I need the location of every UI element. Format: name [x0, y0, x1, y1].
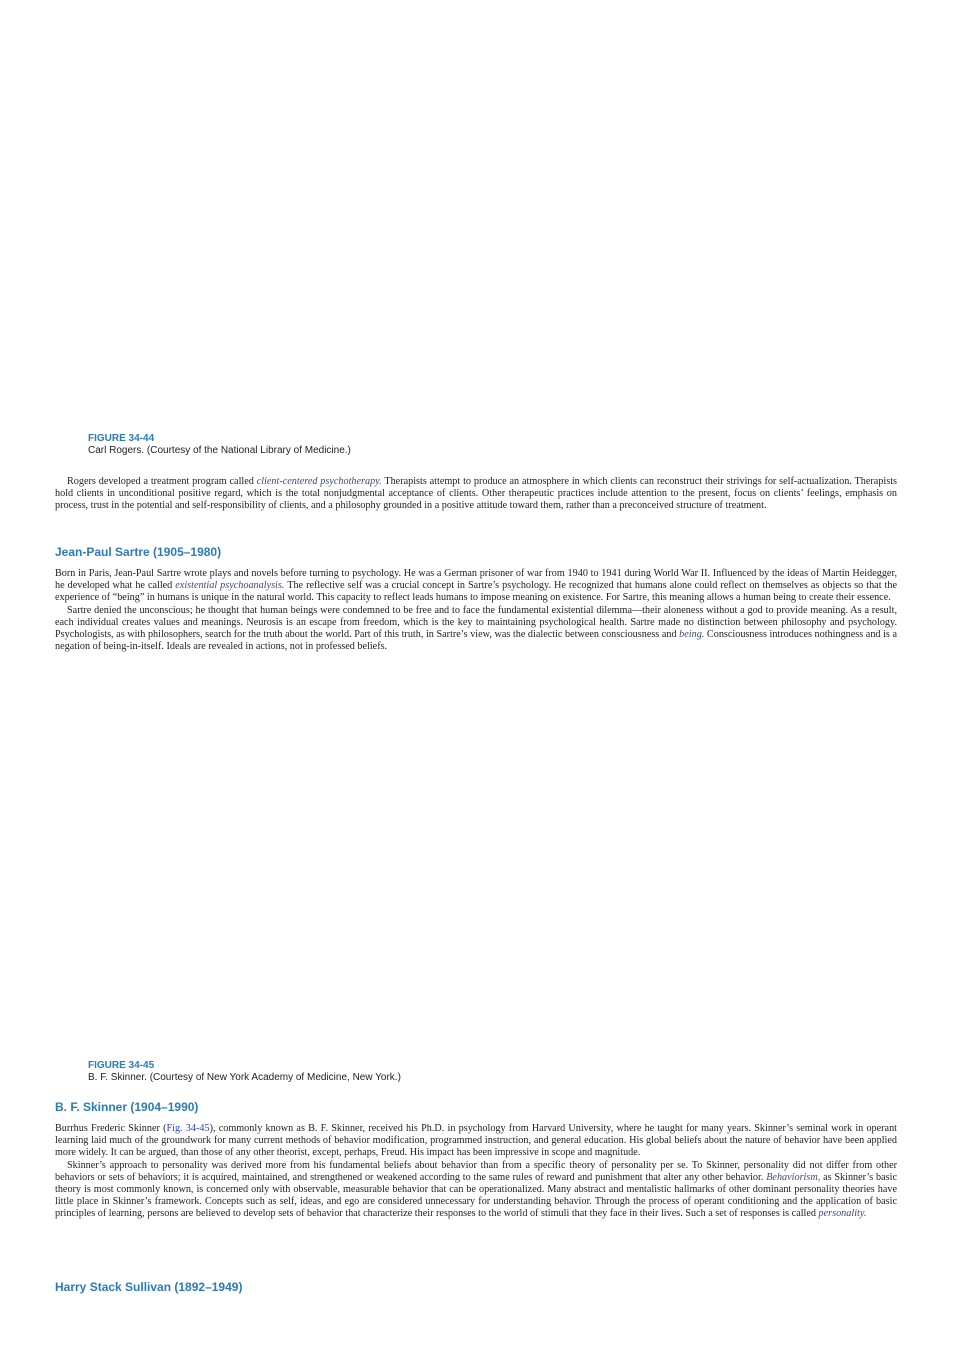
figure-34-45-caption-block	[88, 1060, 401, 1084]
emphasis-term: personality.	[818, 1208, 867, 1220]
skinner-section	[55, 1123, 897, 1221]
skinner-paragraph-2: Skinner’s approach to personality was derived more from his fundamental beliefs about behavior than from a specific theory of personality per se. To Skinner, personality did not differ from other behaviors or sets of behaviors; it is acquired, maintained, and strengthened or weakened according to the same rules of reward and punishment that alter any other behavior. Behaviorism, as Skinner’s basic theory is most commonly known, is concerned only with observable, measurable behavior that can be operationalized. Many abstract and mentalistic hallmarks of other dominant personality theories have little place in Skinner’s framework. Concepts such as self, ideas, and ego are considered unnecessary for understanding behavior. Through the process of operant conditioning and the application of basic principles of learning, persons are believed to develop sets of behavior that characterize their responses to the world of stimuli that they face in their lives. Such a set of responses is called personality.	[55, 1159, 897, 1220]
figure-label: FIGURE 34-44	[88, 433, 155, 444]
emphasis-term: Behaviorism,	[766, 1171, 821, 1183]
figure-caption: B. F. Skinner. (Courtesy of New York Academy of Medicine, New York.)	[88, 1072, 401, 1083]
section-heading-skinner: B. F. Skinner (1904–1990)	[55, 1100, 199, 1114]
emphasis-term: client-centered psychotherapy.	[256, 476, 382, 487]
sartre-section	[55, 568, 897, 653]
section-heading-sartre: Jean-Paul Sartre (1905–1980)	[55, 545, 222, 559]
emphasis-term: being.	[679, 629, 705, 641]
section-heading-sullivan: Harry Stack Sullivan (1892–1949)	[55, 1280, 243, 1294]
sartre-paragraph-1: Born in Paris, Jean-Paul Sartre wrote plays and novels before turning to psychology. He was a German prisoner of war from 1940 to 1941 during World War II. Influenced by the ideas of Martin Heidegger, he developed what he called existential psychoanalysis. The reflective self was a crucial concept in Sartre’s psychology. He recognized that humans alone could reflect on themselves as objects so that the experience of “being” in humans is unique in the natural world. This capacity to reflect leads humans to impose meaning on existence. For Sartre, this meaning allows a human being to create their essence.	[55, 568, 897, 604]
figure-reference-link[interactable]: Fig. 34-45	[166, 1123, 210, 1134]
figure-34-44-caption-block	[88, 433, 351, 457]
figure-caption: Carl Rogers. (Courtesy of the National Library of Medicine.)	[88, 445, 351, 456]
skinner-paragraph-1: Burrhus Frederic Skinner (Fig. 34-45), commonly known as B. F. Skinner, received his Ph.D. in psychology from Harvard University, where he taught for many years. Skinner’s seminal work in operant learning laid much of the groundwork for many current methods of behavior modification, programmed instruction, and general education. His global beliefs about the nature of behavior have been applied more widely. It can be argued, than those of any other theorist, except, perhaps, Freud. His impact has been impressive in scope and magnitude.	[55, 1123, 897, 1159]
figure-label: FIGURE 34-45	[88, 1060, 155, 1071]
rogers-section	[55, 476, 897, 513]
emphasis-term: existential psychoanalysis.	[175, 580, 285, 592]
sartre-paragraph-2: Sartre denied the unconscious; he thought that human beings were condemned to be free and to face the fundamental existential dilemma—their aloneness without a god to provide meaning. As a result, each individual creates values and meanings. Neurosis is an escape from freedom, which is the key to maintaining psychological health. Sartre made no distinction between philosophy and psychology. Psychologists, as with philosophers, search for the truth about the world. Part of this truth, in Sartre’s view, was the dialectic between consciousness and being. Consciousness introduces nothingness and is a negation of being-in-itself. Ideals are revealed in actions, not in professed beliefs.	[55, 604, 897, 653]
rogers-paragraph: Rogers developed a treatment program called client-centered psychotherapy. Therapists attempt to produce an atmosphere in which clients can reconstruct their strivings for self-actualization. Therapists hold clients in unconditional positive regard, which is the total nonjudgmental acceptance of clients. Other therapeutic practices include attention to the present, focus on clients’ feelings, emphasis on process, trust in the potential and self-responsibility of clients, and a philosophy grounded in a positive attitude toward them, rather than a preconceived structure of treatment.	[55, 476, 897, 512]
